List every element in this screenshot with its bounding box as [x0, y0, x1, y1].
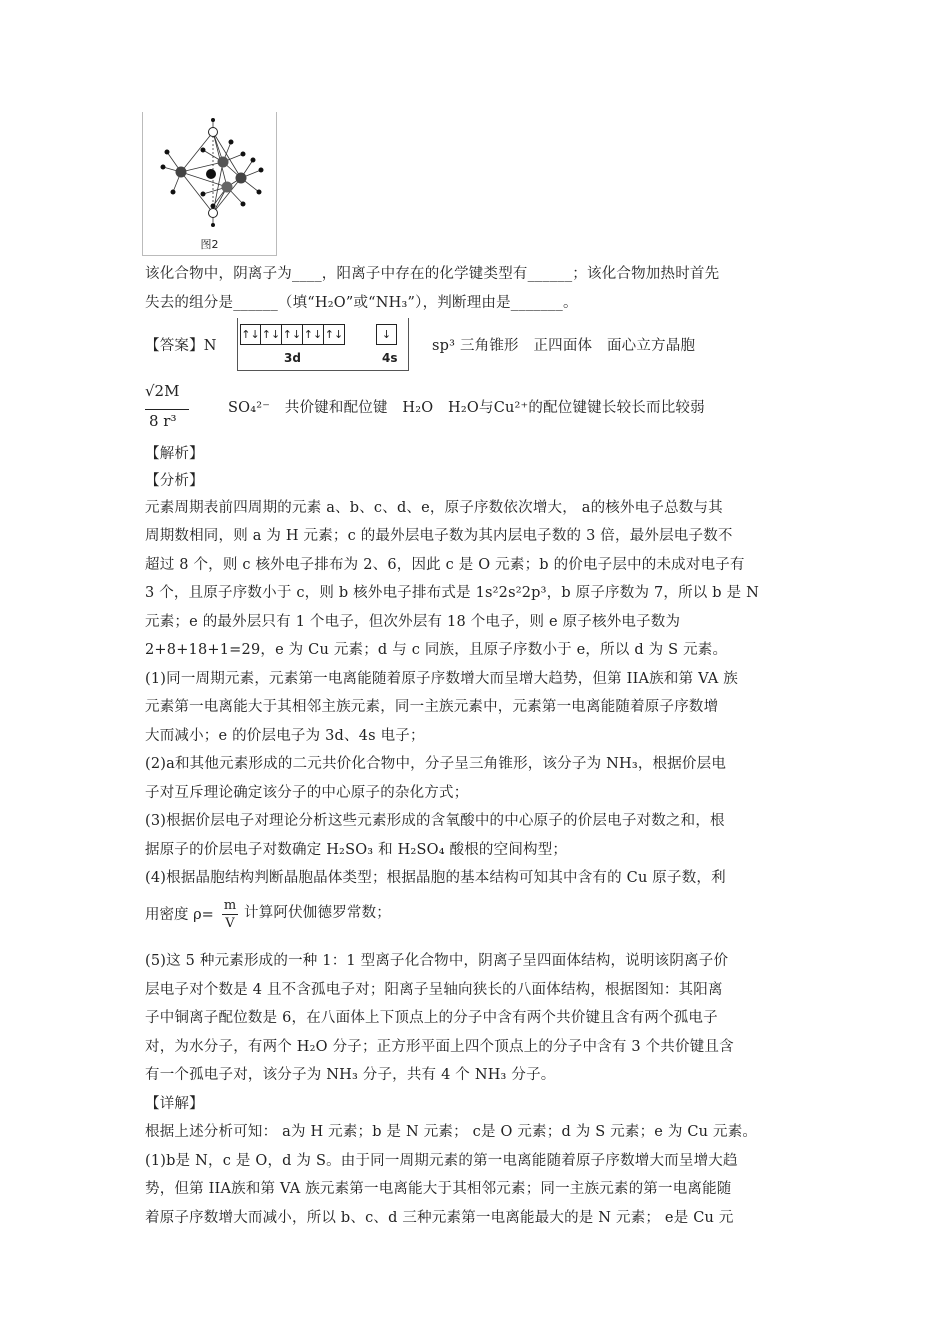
analysis-line: 子对互斥理论确定该分子的中心原子的杂化方式； [145, 785, 469, 801]
analysis-line: 据原子的价层电子对数确定 H₂SO₃ 和 H₂SO₄ 酸根的空间构型； [145, 842, 568, 858]
analysis-line: 2+8+18+1=29，e 为 Cu 元素；d 与 c 同族，且原子序数小于 e，所以 d 为 S 元素。 [145, 642, 728, 658]
analysis-line: 子中铜离子配位数是 6，在八面体上下顶点上的分子中含有两个共价键且含有两个孤电子 [145, 1010, 718, 1026]
detail-line: 势，但第 IIA族和第 VA 族元素第一电离能大于其相邻元素；同一主族元素的第一电离能随 [145, 1181, 732, 1197]
analysis-line: 大而减小；e 的价层电子为 3d、4s 电子； [145, 728, 425, 744]
analysis-line: (3)根据价层电子对理论分析这些元素形成的含氧酸中的中心原子的价层电子对数之和，根 [145, 813, 725, 829]
analysis-line: 元素；e 的最外层只有 1 个电子，但次外层有 18 个电子，则 e 原子核外电子数为 [145, 614, 681, 630]
section-xiangjie: 【详解】 [145, 1096, 204, 1112]
analysis-line: (1)同一周期元素，元素第一电离能随着原子序数增大而呈增大趋势，但第 IIA族和第 VA 族 [145, 671, 738, 687]
answer-label: 【答案】N [145, 338, 217, 354]
answer-line1-rest: sp³ 三角锥形 正四面体 面心立方晶胞 [432, 338, 696, 354]
octahedral-cation-diagram [143, 112, 276, 237]
analysis-line: (5)这 5 种元素形成的一种 1：1 型离子化合物中，阴离子呈四面体结构，说明该阴离子价 [145, 953, 729, 969]
orbital-cell: ↑↓ [240, 324, 261, 345]
orbital-cell: ↑↓ [282, 324, 303, 345]
orbital-cell: ↑↓ [324, 324, 345, 345]
orbital-cell: ↑↓ [303, 324, 324, 345]
orbital-3d-boxes [240, 324, 345, 345]
orbital-cell: ↓ [376, 324, 397, 345]
figure-caption: 图2 [200, 238, 219, 251]
analysis-line: 有一个孤电子对，该分子为 NH₃ 分子，共有 4 个 NH₃ 分子。 [145, 1067, 556, 1083]
analysis-line: 超过 8 个，则 c 核外电子排布为 2、6，因此 c 是 O 元素；b 的价电子层中的未成对电子有 [145, 557, 745, 573]
density-denominator: V [225, 916, 235, 931]
analysis-line: 层电子对个数是 4 且不含孤电子对；阳离子呈轴向狭长的八面体结构，根据图知：其阳离 [145, 982, 723, 998]
density-bar [222, 914, 238, 915]
orbital-cell: ↑↓ [261, 324, 282, 345]
density-m-over-v [222, 898, 238, 931]
analysis-line: 元素周期表前四周期的元素 a、b、c、d、e，原子序数依次增大， a的核外电子总数与其 [145, 500, 723, 516]
section-fenxi: 【分析】 [145, 473, 204, 489]
detail-line: 根据上述分析可知： a为 H 元素；b 是 N 元素； c是 O 元素；d 为 S 元素；e 为 Cu 元素。 [145, 1124, 758, 1140]
fraction-bar [145, 409, 189, 410]
label-3d: 3d [284, 351, 301, 365]
density-prefix: 用密度 ρ= [145, 907, 214, 923]
analysis-line: 对，为水分子，有两个 H₂O 分子；正方形平面上四个顶点上的分子中含有 3 个共价键且含 [145, 1039, 734, 1055]
analysis-line: 周期数相同，则 a 为 H 元素；c 的最外层电子数为其内层电子数的 3 倍，最外层电子数不 [145, 528, 733, 544]
fraction-numerator: √2M [145, 382, 180, 400]
crystal-structure-figure [142, 112, 277, 256]
label-4s: 4s [382, 351, 398, 365]
answer-line2-rest: SO₄²⁻ 共价键和配位键 H₂O H₂O与Cu²⁺的配位键键长较长而比较弱 [228, 400, 705, 416]
detail-line: 着原子序数增大而减小，所以 b、c、d 三种元素第一电离能最大的是 N 元素； e是 Cu 元 [145, 1210, 734, 1226]
density-numerator: m [223, 898, 237, 913]
analysis-line: (2)a和其他元素形成的二元共价化合物中，分子呈三角锥形，该分子为 NH₃，根据价层电 [145, 756, 727, 772]
orbital-diagram [237, 318, 409, 371]
detail-line: (1)b是 N，c 是 O，d 为 S。由于同一周期元素的第一电离能随着原子序数增大而呈增大趋 [145, 1153, 738, 1169]
fraction-denominator: 8 r³ [149, 412, 177, 430]
analysis-line: (4)根据晶胞结构判断晶胞晶体类型；根据晶胞的基本结构可知其中含有的 Cu 原子数，利 [145, 870, 726, 886]
analysis-line: 3 个，且原子序数小于 c，则 b 核外电子排布式是 1s²2s²2p³，b 原子序数为 7，所以 b 是 N [145, 585, 759, 601]
question-line: 失去的组分是______（填“H₂O”或“NH₃”），判断理由是_______。 [145, 295, 578, 311]
density-suffix: 计算阿伏伽德罗常数； [244, 905, 391, 921]
analysis-line: 元素第一电离能大于其相邻主族元素，同一主族元素中，元素第一电离能随着原子序数增 [145, 699, 719, 715]
section-jiexi: 【解析】 [145, 446, 204, 462]
orbital-4s-box [376, 324, 397, 345]
question-line: 该化合物中，阴离子为____，阳离子中存在的化学键类型有______；该化合物加热时首先 [145, 266, 720, 282]
